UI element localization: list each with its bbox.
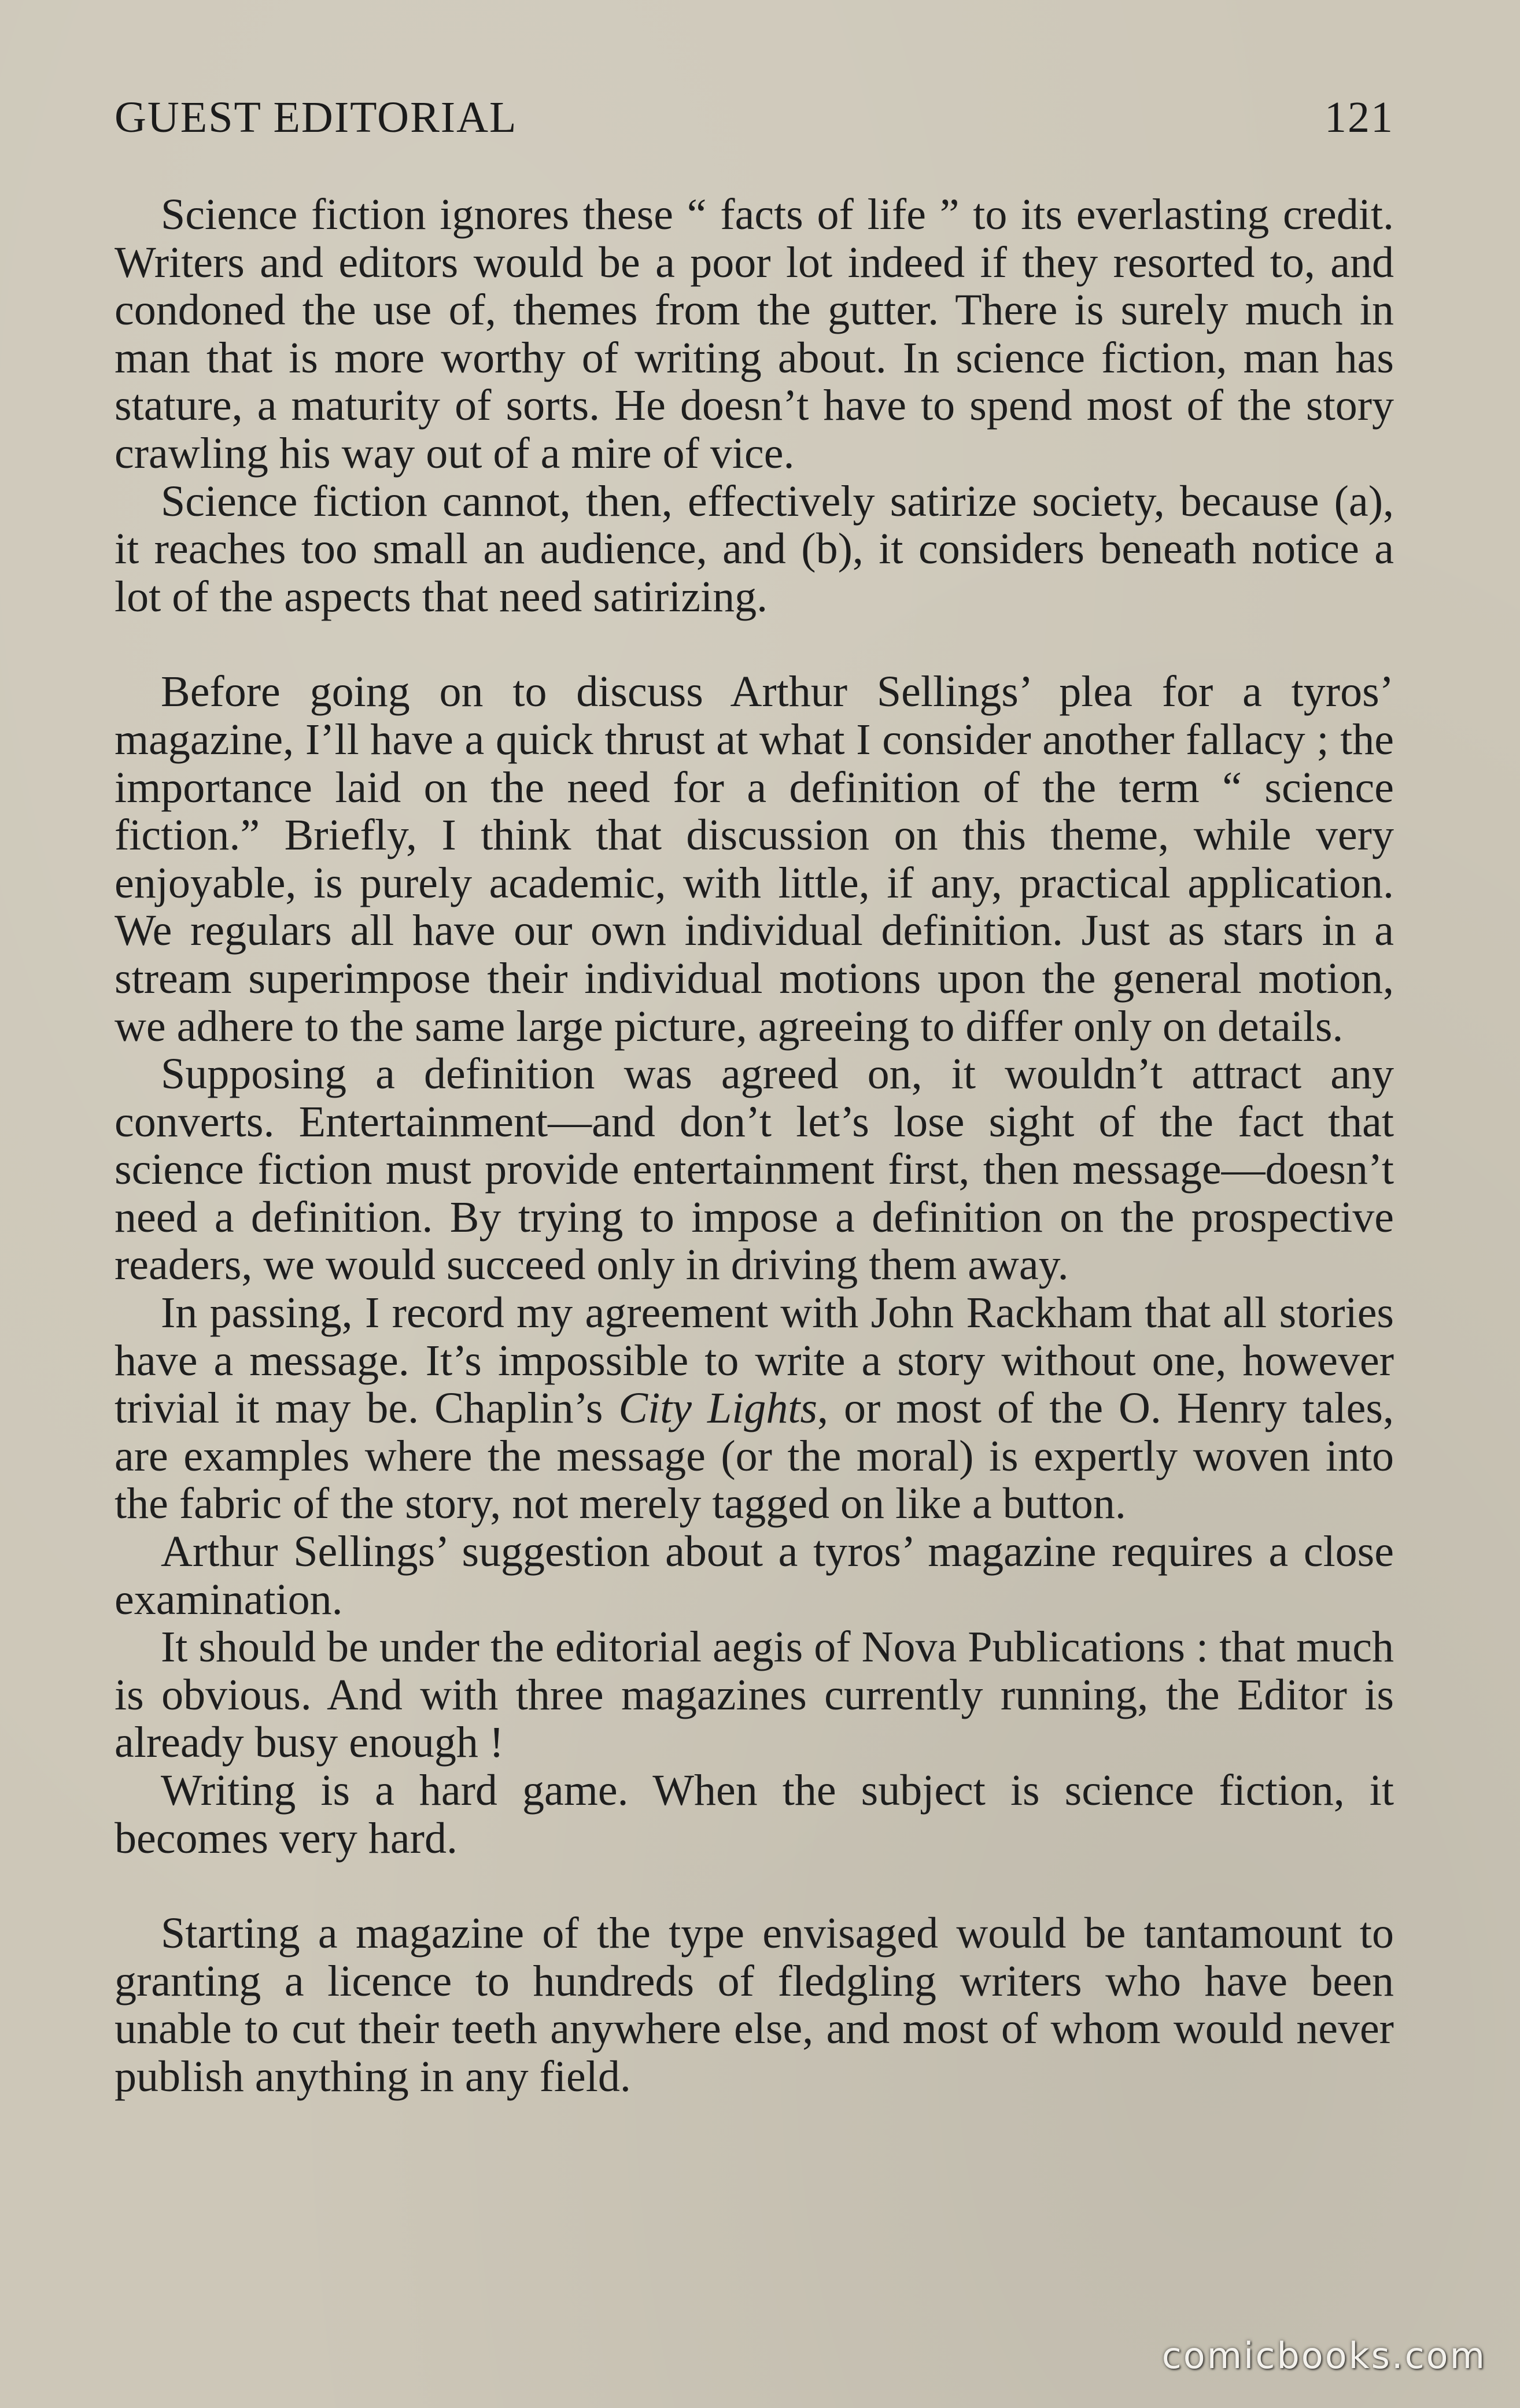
article-body: [115, 191, 1394, 2101]
paragraph-6: Arthur Sellings’ suggestion about a tyros’ magazine requires a close examination.: [115, 1527, 1394, 1624]
page-number: 121: [1325, 93, 1394, 142]
paragraph-2: Science fiction cannot, then, effectively satirize society, because (a), it reaches too small an audience, and (b), it considers beneath notice a lot of the aspects that need satirizing.: [115, 477, 1394, 621]
paragraph-7: It should be under the editorial aegis of Nova Publications : that much is obvious. And with three magazines currently running, the Editor is already busy enough !: [115, 1623, 1394, 1767]
paragraph-8: Writing is a hard game. When the subject is science fiction, it becomes very hard.: [115, 1766, 1394, 1863]
paragraph-5-text-a: In passing, I record my agreement with John Rackham that all stories have a message. It’s impossible to write a story without one, however trivial it may be. Chaplin’s: [115, 1288, 1394, 1433]
paragraph-1: Science fiction ignores these “ facts of life ” to its everlasting credit. Writers and editors would be a poor lot indeed if they resorted to, and condoned the use of, themes from the gutter. There is surely much in man that is more worthy of writing about. In science fiction, man has stature, a maturity of sorts. He doesn’t have to spend most of the story crawling his way out of a mire of vice.: [115, 190, 1394, 478]
page-header: [115, 93, 1394, 162]
running-title: GUEST EDITORIAL: [115, 93, 518, 142]
paragraph-4: Supposing a definition was agreed on, it wouldn’t attract any converts. Entertainment—and don’t let’s lose sight of the fact that science fiction must provide entertainment first, then message—doesn’t need a definition. By trying to impose a definition on the prospective readers, we would succeed only in driving them away.: [115, 1050, 1394, 1290]
film-title-italic: City Lights: [618, 1384, 818, 1433]
paragraph-9: Starting a magazine of the type envisaged would be tantamount to granting a licence to hundreds of fledgling writers who have been unable to cut their teeth anywhere else, and most of whom would never publish anything in any field.: [115, 1909, 1394, 2101]
watermark: comicbooks.com: [1161, 2335, 1486, 2377]
paragraph-5-text-b: , or most of the O. Henry tales, are examples where the message (or the moral) is expertly woven into the fabric of the story, not merely tagged on like a button.: [115, 1384, 1394, 1528]
paragraph-3: Before going on to discuss Arthur Sellings’ plea for a tyros’ magazine, I’ll have a quick thrust at what I consider another fallacy ; the importance laid on the need for a definition of the term “ science fiction.” Briefly, I think that discussion on this theme, while very enjoyable, is purely academic, with little, if any, practical application. We regulars all have our own individual definition. Just as stars in a stream superimpose their individual motions upon the general motion, we adhere to the same large picture, agreeing to differ only on details.: [115, 667, 1394, 1051]
paragraph-5: [115, 1289, 1394, 1528]
